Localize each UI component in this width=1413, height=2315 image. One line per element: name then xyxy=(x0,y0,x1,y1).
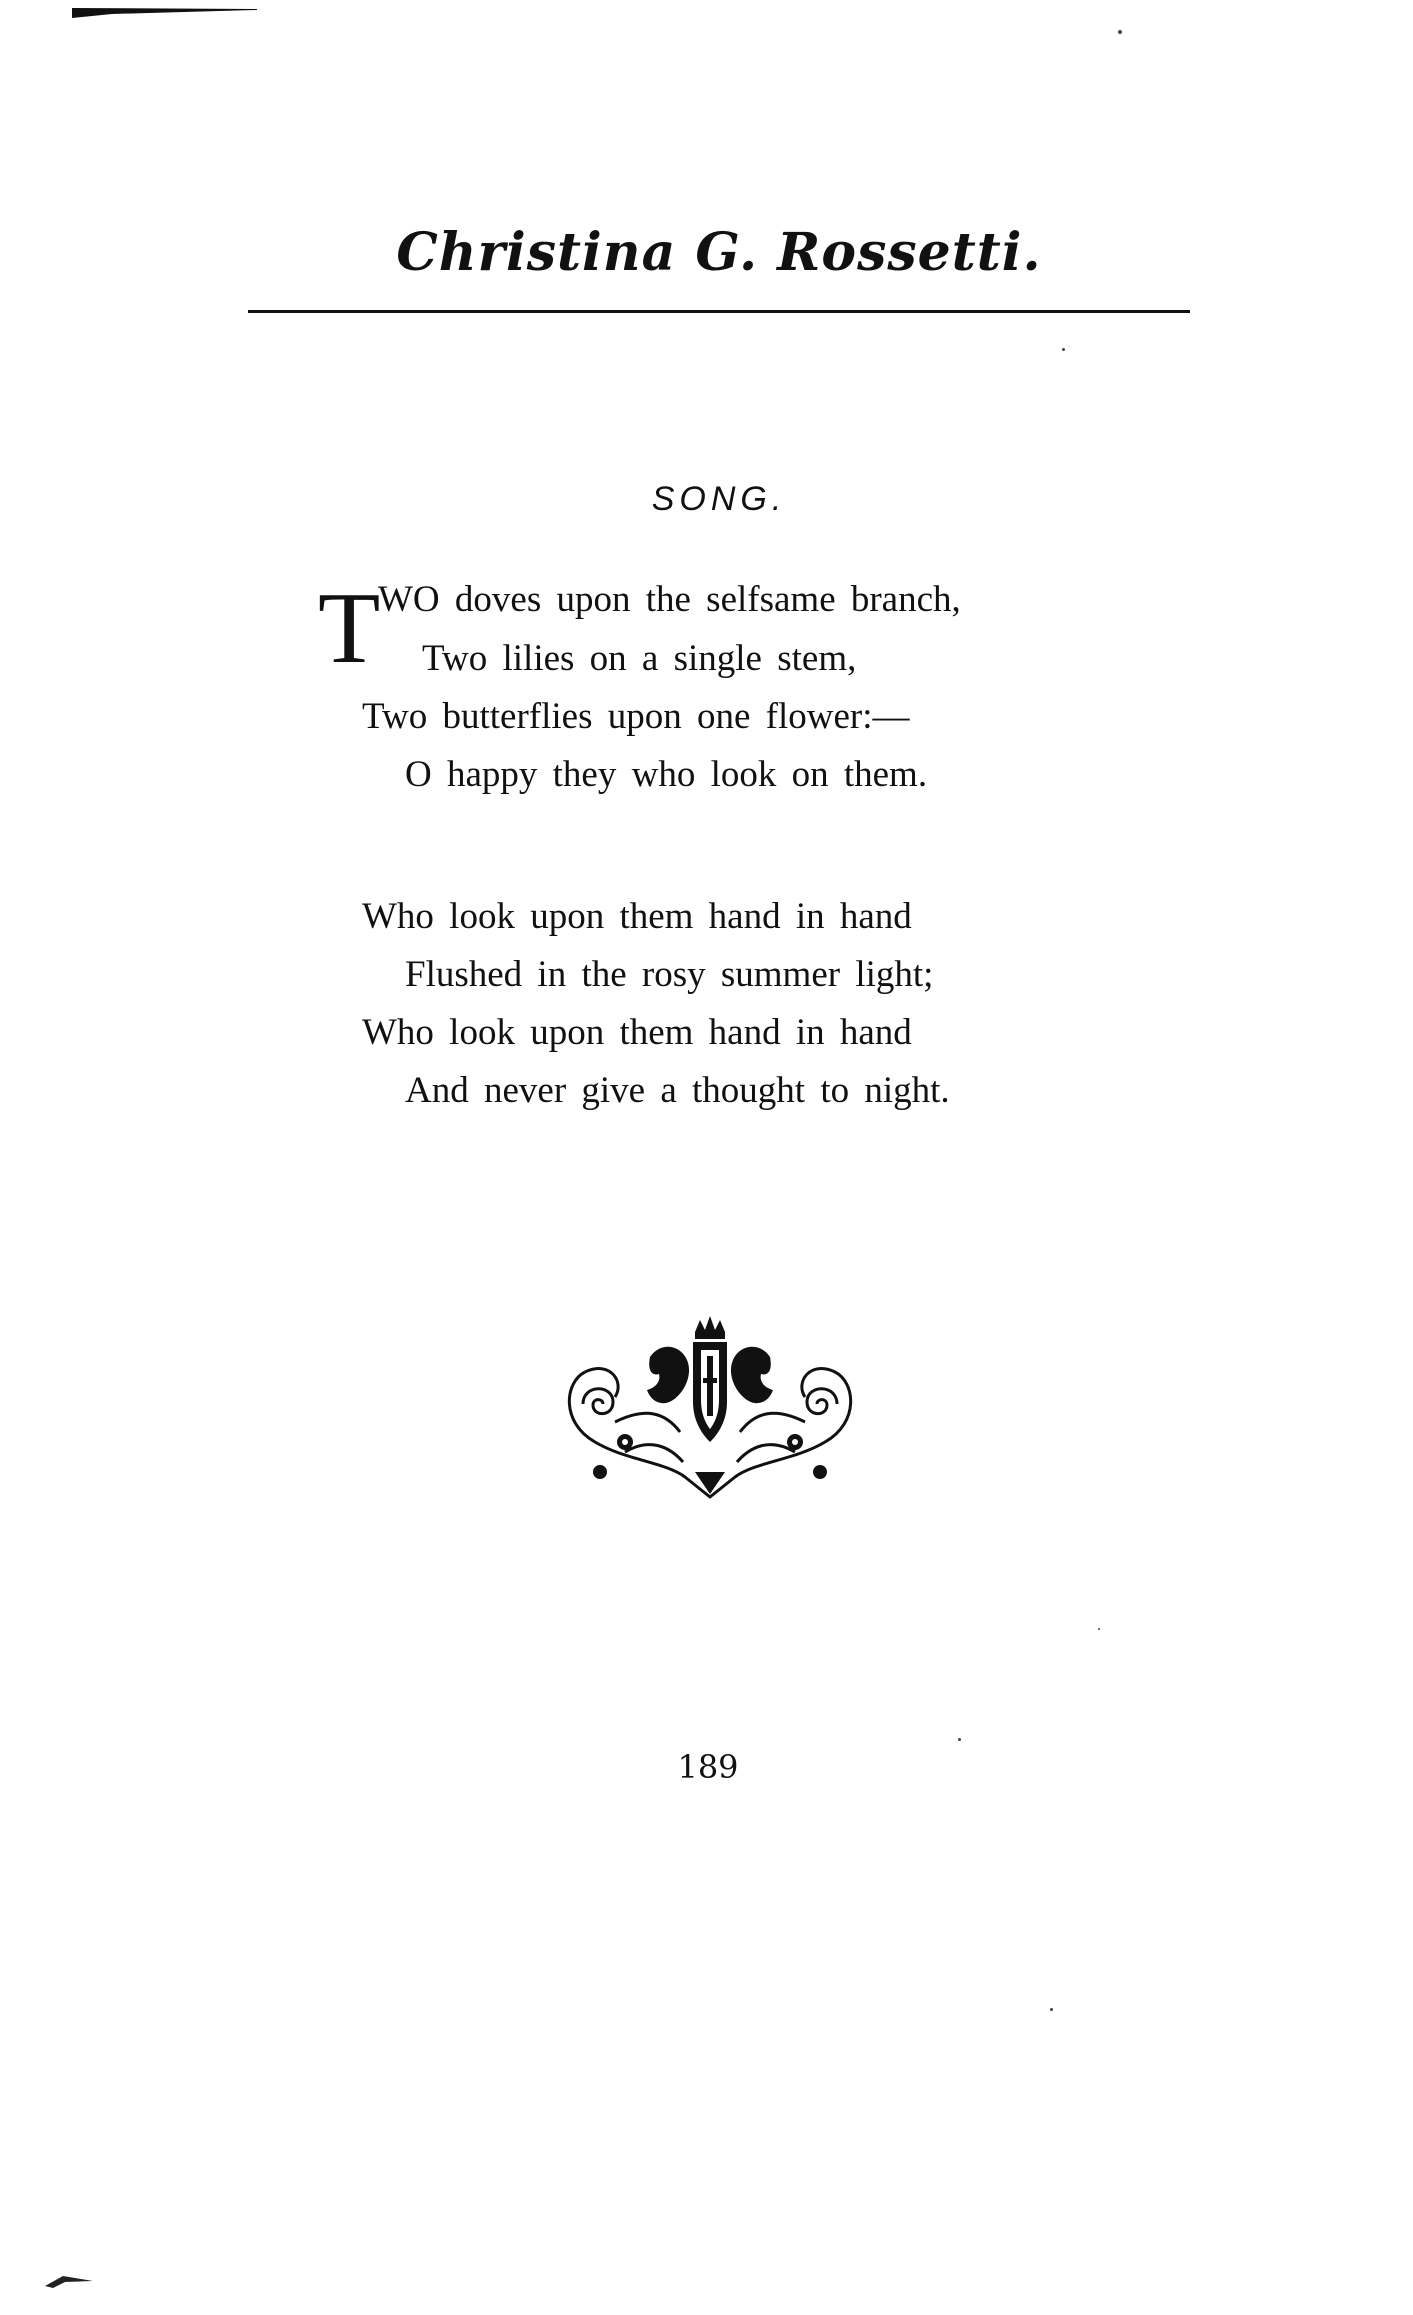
poem-line: Two lilies on a single stem, xyxy=(422,638,857,679)
poem-line: Who look upon them hand in hand xyxy=(362,896,912,937)
drop-cap: T xyxy=(318,572,381,685)
poem-line: O happy they who look on them. xyxy=(405,754,928,795)
header-rule xyxy=(248,310,1190,313)
dust-speck xyxy=(1118,30,1122,34)
page-number: 189 xyxy=(677,1748,739,1786)
poem-line: Two butterflies upon one flower:— xyxy=(362,696,910,737)
running-head: Christina G. Rossetti. xyxy=(396,222,1042,283)
scan-artifact-bottom xyxy=(45,2272,93,2288)
poem-line: Who look upon them hand in hand xyxy=(362,1012,912,1053)
dust-speck xyxy=(1050,2008,1053,2011)
poem-line: And never give a thought to night. xyxy=(405,1070,950,1111)
poem-line: Flushed in the rosy summer light; xyxy=(405,954,934,995)
dust-speck xyxy=(958,1738,961,1741)
dust-speck xyxy=(1062,348,1065,351)
dust-speck xyxy=(1098,1628,1100,1630)
heraldic-crest-ornament xyxy=(555,1312,865,1502)
poem-line: WO doves upon the selfsame branch, xyxy=(378,579,961,620)
scan-artifact-top xyxy=(72,8,257,18)
poem-title: SONG. xyxy=(651,480,787,518)
